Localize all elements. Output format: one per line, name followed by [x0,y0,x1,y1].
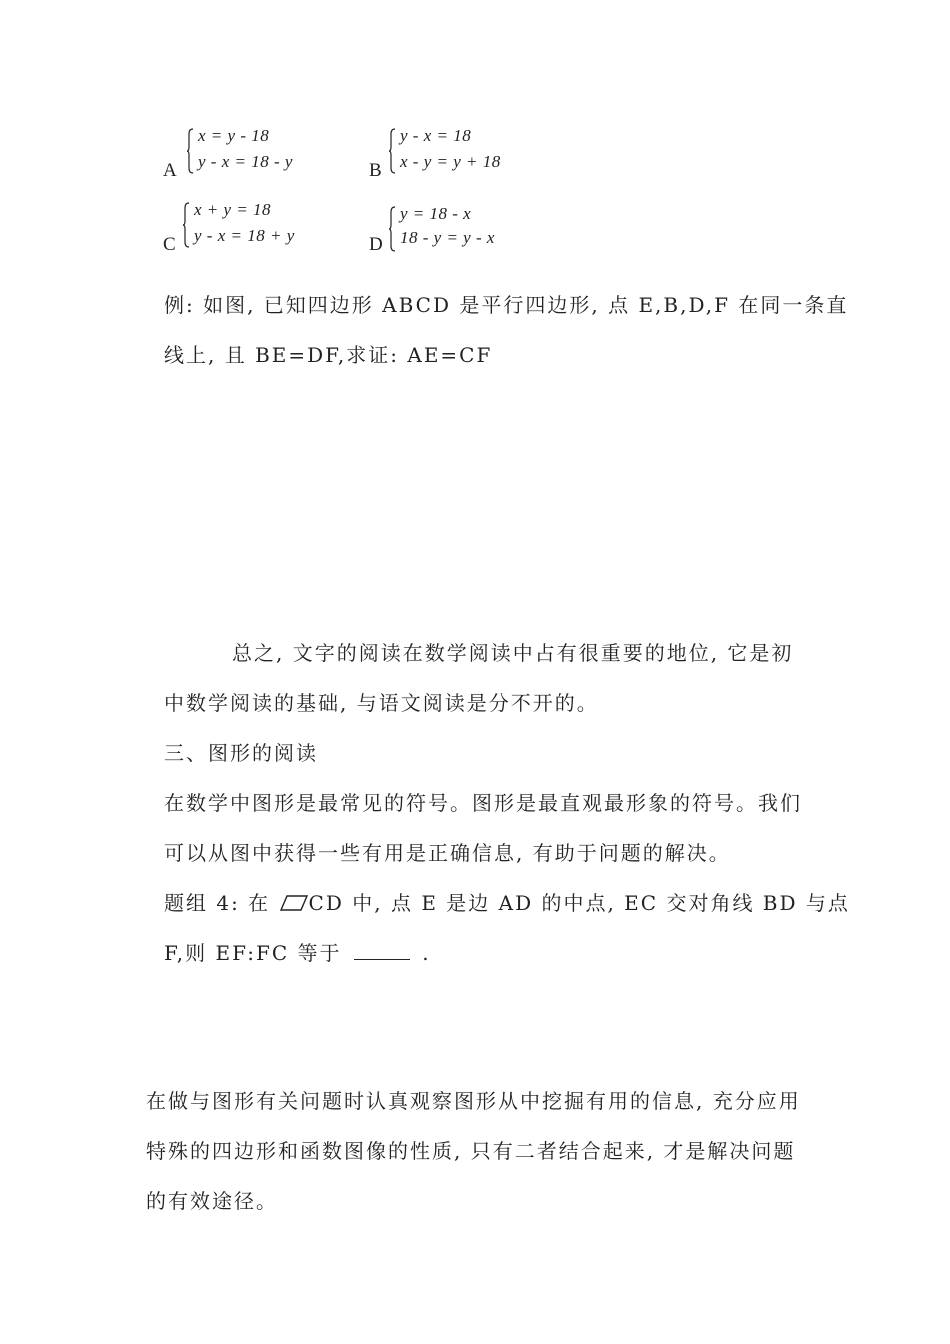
brace-icon [182,202,190,248]
problem-line-1 [164,887,850,916]
parallelogram-icon [279,893,309,913]
example-line-1: 例: 如图, 已知四边形 ABCD 是平行四边形, 点 E,B,D,F 在同一条直 [164,293,849,317]
option-d-equation-1: y = 18 - x [400,204,472,223]
example-line-2: 线上, 且 BE=DF,求证: AE=CF [164,343,493,367]
option-a-letter: A [163,160,177,181]
brace-icon [388,128,396,174]
option-a-equation-2: y - x = 18 - y [198,152,293,171]
option-d-equation-2: 18 - y = y - x [400,228,495,247]
option-c-letter: C [163,234,176,255]
section-heading: 三、图形的阅读 [164,741,318,765]
summary-line-2: 中数学阅读的基础, 与语文阅读是分不开的。 [164,691,599,715]
problem-line2-suffix: . [422,941,431,965]
option-b-letter: B [369,160,382,181]
problem-line-2 [164,937,431,966]
brace-icon [388,206,396,252]
problem-prefix: 题组 4: 在 [164,891,271,915]
option-b-equation-1: y - x = 18 [400,126,472,145]
option-c-equation-2: y - x = 18 + y [194,226,295,245]
section-line-2: 可以从图中获得一些有用是正确信息, 有助于问题的解决。 [164,841,731,865]
answer-blank[interactable] [354,943,410,960]
summary-line-1: 总之, 文字的阅读在数学阅读中占有很重要的地位, 它是初 [232,641,794,665]
conclusion-line-3: 的有效途径。 [146,1189,278,1213]
problem-suffix: CD 中, 点 E 是边 AD 的中点, EC 交对角线 BD 与点 [308,891,850,915]
conclusion-line-1: 在做与图形有关问题时认真观察图形从中挖掘有用的信息, 充分应用 [146,1089,801,1113]
option-a-equation-1: x = y - 18 [198,126,270,145]
section-line-1: 在数学中图形是最常见的符号。图形是最直观最形象的符号。我们 [164,791,802,815]
conclusion-line-2: 特殊的四边形和函数图像的性质, 只有二者结合起来, 才是解决问题 [146,1139,796,1163]
brace-icon [186,128,194,174]
option-d-letter: D [369,234,383,255]
problem-line2-prefix: F,则 EF:FC 等于 [164,941,342,965]
option-b-equation-2: x - y = y + 18 [400,152,501,171]
option-c-equation-1: x + y = 18 [194,200,272,219]
